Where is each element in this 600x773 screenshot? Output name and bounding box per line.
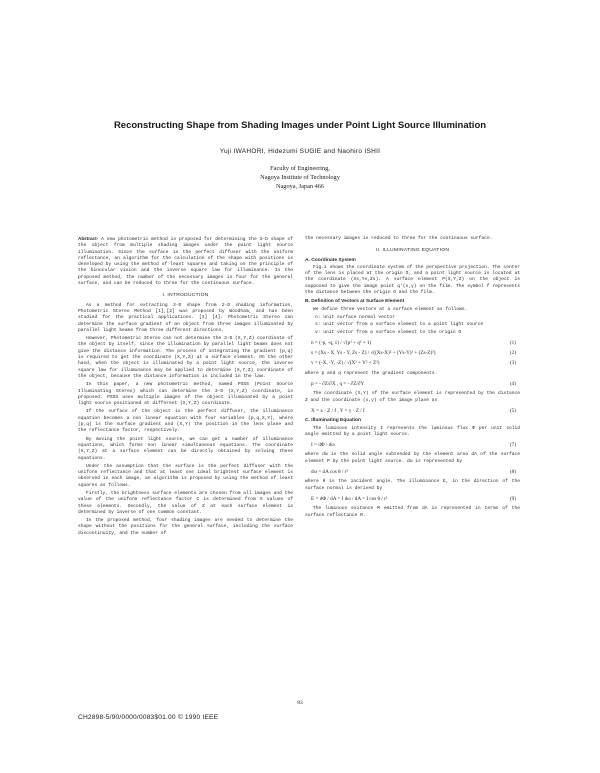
section-heading-illuminating-equation: II. ILLUMINATING EQUATION (375, 248, 450, 254)
equation-number: (9) (509, 495, 516, 502)
equation-number: (3) (509, 360, 516, 367)
equation-number: (8) (509, 469, 516, 476)
abstract (78, 236, 293, 287)
intro-paragraph: Firstly, the brightness surface elements are chosen from all images and the value of the uniform reflectance factor C is determined from S values of these elements. Secondly, the value of Z at each surface element is determined by inverse of one common constant. (78, 490, 293, 515)
left-column (78, 236, 293, 539)
intro-paragraph: As a method for extracting 3-D shape from 2-D shading information, Photometric Stereo Method [1],[2] was proposed by Woodham, and has been studied for the practical applications. [3] [4]. Photometric Stereo can determine the surface gradient of an object from three images illuminated by parallel light beams from three different directions. (78, 302, 293, 333)
intro-paragraph: By moving the point light source, we can get a number of illuminance equations, which forms non linear simultaneous equations. The coordinate (X,Y,Z) at a surface element can be directly obtained by solving these equations. (78, 436, 293, 461)
equation-body: n = (-p, -q, 1) / √(p² + q² + 1) (311, 339, 372, 346)
equation (311, 442, 520, 448)
intro-paragraph: However, Photometric Stereo can not determine the 3-D (X,Y,Z) coordinate of the object by itself, since the illumination by parallel light beams does not give the distance information. The process of integrating the gradient (p,q) is required to get the coordinate (X,Y,Z) at a surface element. On the other hand, when the object is illuminated by a point light source, the inverse square law for illuminance may be applied to determine (X,Y,Z) coordinate of the object, because the distance information is included in the law. (78, 336, 293, 379)
body-paragraph: The luminous intensity I represents the luminous flux Φ per unit solid angle emitted by a point light source. (305, 425, 520, 437)
equation-body: I = dΦ / dω (311, 442, 335, 449)
equation-body: p = - ∂Z/∂X , q = - ∂Z/∂Y (311, 381, 365, 388)
section-heading-introduction: I. INTRODUCTION (162, 293, 209, 299)
affiliation-line: Faculty of Engineering, (270, 165, 330, 172)
equation-number: (5) (509, 407, 516, 414)
subsection-heading: A. Coordinate System (305, 257, 356, 263)
paper-title: Reconstructing Shape from Shading Images under Point Light Source Illumination (113, 120, 487, 131)
vector-definition: n: unit surface normal vector (315, 314, 395, 320)
equation-body: X = x · Z / f , Y = y · Z / f (311, 407, 365, 414)
equation-body: s = (Xs - X, Ys - Y, Zs - Z) / √((Xs-X)² + (Ys-Y)² + (Zs-Z)²) (311, 350, 436, 357)
subsection-heading: C. Illuminating Equation (305, 418, 361, 424)
equation (311, 360, 520, 366)
intro-paragraph: Under the assumption that the surface is the perfect diffuser with the uniform reflectance and that at least one ideal brightest surface element is observed in each image, an algorithm is proposed by using the method of least squares as follows. (78, 463, 293, 488)
equation (311, 496, 520, 502)
body-paragraph: We define three vectors at a surface element as follows. (313, 306, 468, 312)
equation-body: E = dΦ / dA = I dω / dA = I cos θ / r² (311, 495, 388, 502)
equation-body: dω = dA cos θ / r² (311, 469, 348, 476)
equation-body: v = (-X, -Y, -Z) / √(X² + Y² + Z²) (311, 360, 380, 367)
vector-definition: v: unit vector from a surface element to the origin O (315, 329, 462, 335)
equation (311, 408, 520, 414)
equation-number: (4) (509, 381, 516, 388)
intro-paragraph: In this paper, a new photometric method, named PSSS (Point Source Illuminating Stereo) which can determine the 3-D (X,Y,Z) coordinate, is proposed. PSSS uses multiple images of the object illuminated by a point light source positioned at different (X,Y,Z) coordinate. (78, 382, 293, 407)
page-number: 83 (297, 700, 303, 706)
intro-paragraph: In the proposed method, four shading images are needed to determine the shape without the positions for the general surface, including the surface discontinuity, and the number of (78, 518, 293, 536)
equation (311, 381, 520, 387)
equation (311, 469, 520, 475)
body-paragraph: The luminous exitance M emitted from dA is represented in terms of the surface reflectance R. (305, 506, 520, 518)
right-column (305, 236, 520, 521)
equation (311, 350, 520, 356)
affiliation-line: Nagoya, Japan 466 (275, 183, 325, 190)
vector-definition: s: unit vector from a surface element to a point light source (315, 322, 484, 328)
continuation-text: the necessary images is reduced to three for the continuous surface. (305, 236, 493, 241)
equation (311, 340, 520, 346)
body-paragraph: The coordinate (X,Y) of the surface element is represented by the distance Z and the coordinate (x,y) of the image plane as (305, 391, 520, 403)
copyright-footer: CH2898-5/90/0000/0083$01.00 © 1990 IEEE (78, 714, 219, 721)
intro-paragraph: If the surface of the object is the perfect diffuser, the illuminance equation becomes a non linear equation with four variables (p,q,X,Y), where (p,q) is the surface gradient and (X,Y) the position in the lens plane and the reflectance factor, respectively. (78, 409, 293, 434)
equation-number: (7) (509, 442, 516, 449)
paper-authors: Yuji IWAHORI, Hidezumi SUGIE and Naohiro ISHII (219, 148, 381, 155)
abstract-label: Abstract- (78, 236, 99, 241)
affiliation-line: Nagoya Institute of Technology (260, 174, 340, 181)
abstract-text: A new photometric method is proposed for determining the 3-D shape of the object from multiple shading images under the point light source illumination. Since the surface is the perfect diffuser with the uniform reflectance, an algorithm for the calculation of the shape with positions is developed by using the method of least squares and taking on the principle of the binocular vision and the inverse square law for illuminance. In the proposed method, the number of the necessary images is four for the general surface, and can be reduced to three for the continuous surface. (78, 237, 293, 287)
subsection-heading: B. Definition of Vectors at Surface Element (305, 299, 405, 305)
body-paragraph: where p and q represent the gradient components. (305, 370, 438, 376)
affiliation (0, 164, 600, 191)
equation-number: (2) (509, 350, 516, 357)
body-paragraph: where θ is the incident angle. The illuminance E, in the direction of the surface normal is derived by (305, 479, 520, 491)
equation-number: (1) (509, 339, 516, 346)
body-paragraph: Fig.1 shows the coordinate system of the perspective projection. The center of the lens is placed at the origin O, and a point light source is located at the coordinate (Xs,Ys,Zs). A surface element P(X,Y,Z) on the object is supposed to give the image point q'(x,y) on the film. The symbol f represents the distance between the origin O and the film. (305, 264, 520, 296)
body-paragraph: where dω is the solid angle subtended by the element area dA of the surface element P by the point light source. dω is represented by (305, 452, 520, 464)
